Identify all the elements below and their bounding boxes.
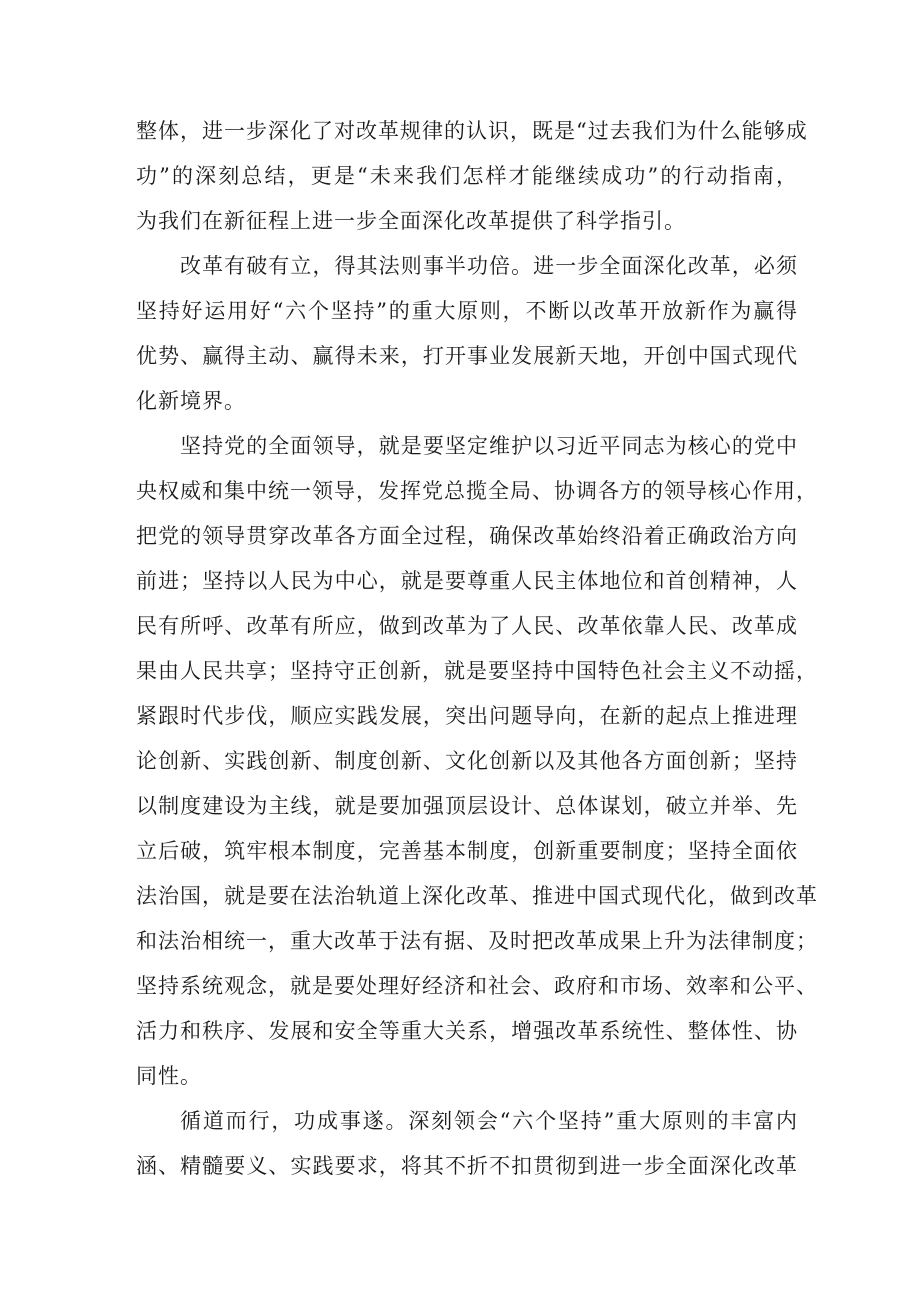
text-line: 坚持党的全面领导，就是要坚定维护以习近平同志为核心的党中 bbox=[180, 434, 798, 458]
text-line: 坚持好运用好“六个坚持”的重大原则，不断以改革开放新作为赢得 bbox=[136, 299, 798, 323]
text-line: 坚持系统观念，就是要处理好经济和社会、政府和市场、效率和公平、 bbox=[136, 974, 818, 998]
text-line: 为我们在新征程上进一步全面深化改革提供了科学指引。 bbox=[136, 209, 686, 233]
text-line: 论创新、实践创新、制度创新、文化创新以及其他各方面创新；坚持 bbox=[136, 749, 798, 773]
text-line: 把党的领导贯穿改革各方面全过程，确保改革始终沿着正确政治方向 bbox=[136, 524, 798, 548]
text-line: 改革有破有立，得其法则事半功倍。进一步全面深化改革，必须 bbox=[180, 254, 798, 278]
text-line: 民有所呼、改革有所应，做到改革为了人民、改革依靠人民、改革成 bbox=[136, 614, 798, 638]
paragraph bbox=[136, 244, 798, 424]
text-line: 以制度建设为主线，就是要加强顶层设计、总体谋划，破立并举、先 bbox=[136, 794, 798, 818]
text-line: 和法治相统一，重大改革于法有据、及时把改革成果上升为法律制度； bbox=[136, 929, 818, 953]
paragraph bbox=[136, 1099, 798, 1189]
paragraph bbox=[136, 109, 808, 244]
document-body bbox=[136, 109, 818, 1189]
text-line: 整体，进一步深化了对改革规律的认识，既是“过去我们为什么能够成 bbox=[136, 119, 808, 143]
text-line: 活力和秩序、发展和安全等重大关系，增强改革系统性、整体性、协 bbox=[136, 1019, 798, 1043]
text-line: 循道而行，功成事遂。深刻领会“六个坚持”重大原则的丰富内 bbox=[180, 1109, 798, 1133]
text-line: 法治国，就是要在法治轨道上深化改革、推进中国式现代化，做到改革 bbox=[136, 884, 818, 908]
text-line: 同性。 bbox=[136, 1064, 202, 1088]
text-line: 优势、赢得主动、赢得未来，打开事业发展新天地，开创中国式现代 bbox=[136, 344, 798, 368]
text-line: 涵、精髓要义、实践要求，将其不折不扣贯彻到进一步全面深化改革 bbox=[136, 1154, 798, 1178]
paragraph bbox=[136, 424, 818, 1099]
text-line: 果由人民共享；坚持守正创新，就是要坚持中国特色社会主义不动摇， bbox=[136, 659, 818, 683]
text-line: 功”的深刻总结，更是“未来我们怎样才能继续成功”的行动指南， bbox=[136, 164, 798, 188]
text-line: 紧跟时代步伐，顺应实践发展，突出问题导向，在新的起点上推进理 bbox=[136, 704, 798, 728]
text-line: 前进；坚持以人民为中心，就是要尊重人民主体地位和首创精神，人 bbox=[136, 569, 798, 593]
text-line: 化新境界。 bbox=[136, 389, 246, 413]
text-line: 央权威和集中统一领导，发挥党总揽全局、协调各方的领导核心作用， bbox=[136, 479, 818, 503]
text-line: 立后破，筑牢根本制度，完善基本制度，创新重要制度；坚持全面依 bbox=[136, 839, 798, 863]
